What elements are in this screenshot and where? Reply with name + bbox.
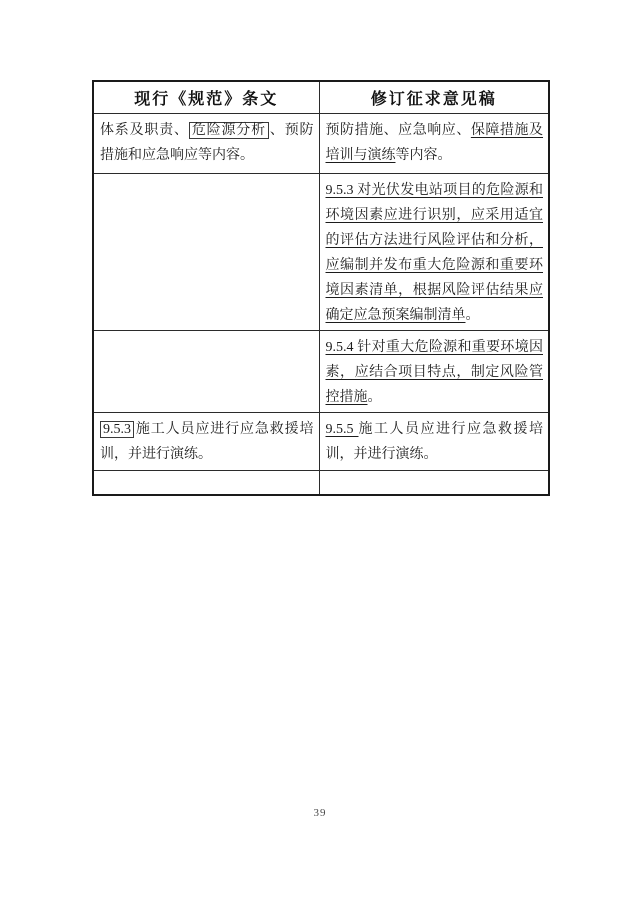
table-cell-left xyxy=(93,113,319,173)
inserted-underlined-text: 9.5.4 针对重大危险源和重要环境因素，应结合项目特点，制定风险管控措施 xyxy=(325,339,543,405)
table-cell-right xyxy=(319,173,549,330)
text-run: 施工人员应进行应急救援培训，并进行演练。 xyxy=(100,421,314,462)
table-row xyxy=(93,173,549,330)
table-cell-right xyxy=(319,470,549,495)
page-number: 39 xyxy=(313,807,327,819)
table-header-row xyxy=(93,81,549,113)
inserted-underlined-text: 保障措施及培训与演练 xyxy=(325,122,544,163)
text-run: 、预防措施和应急响应等内容。 xyxy=(100,122,314,163)
text-run: 预防措施、应急响应、 xyxy=(325,122,471,138)
text-run: 体系及职责、 xyxy=(100,122,189,138)
inserted-underlined-text: 9.5.3 对光伏发电站项目的危险源和环境因素应进行识别，应采用适宜的评估方法进行风险评估和分析，应编制并发布重大危险源和重要环境因素清单，根据风险评估结果应确定应急预案编制清单 xyxy=(325,182,543,323)
table-cell-left xyxy=(93,470,319,495)
table-row xyxy=(93,113,549,173)
comparison-table-body xyxy=(93,113,549,495)
header-current-code-column: 现行《规范》条文 xyxy=(93,81,319,113)
inserted-underlined-text: 9.5.5 xyxy=(325,421,359,437)
text-run: 施工人员应进行应急救援培训，并进行演练。 xyxy=(325,421,543,462)
table-cell-right xyxy=(319,412,549,470)
text-run: 等内容。 xyxy=(395,147,452,163)
table-cell-left xyxy=(93,412,319,470)
table-cell-right xyxy=(319,330,549,412)
comparison-table xyxy=(92,80,550,496)
table-row xyxy=(93,412,549,470)
text-run: 。 xyxy=(367,389,382,405)
deleted-boxed-text: 危险源分析 xyxy=(189,122,269,139)
header-revision-draft-column: 修订征求意见稿 xyxy=(319,81,549,113)
table-row xyxy=(93,330,549,412)
table-cell-left xyxy=(93,173,319,330)
table-cell-right xyxy=(319,113,549,173)
table-cell-left xyxy=(93,330,319,412)
table-row xyxy=(93,470,549,495)
deleted-boxed-text: 9.5.3 xyxy=(100,421,134,438)
text-run: 。 xyxy=(465,307,480,323)
